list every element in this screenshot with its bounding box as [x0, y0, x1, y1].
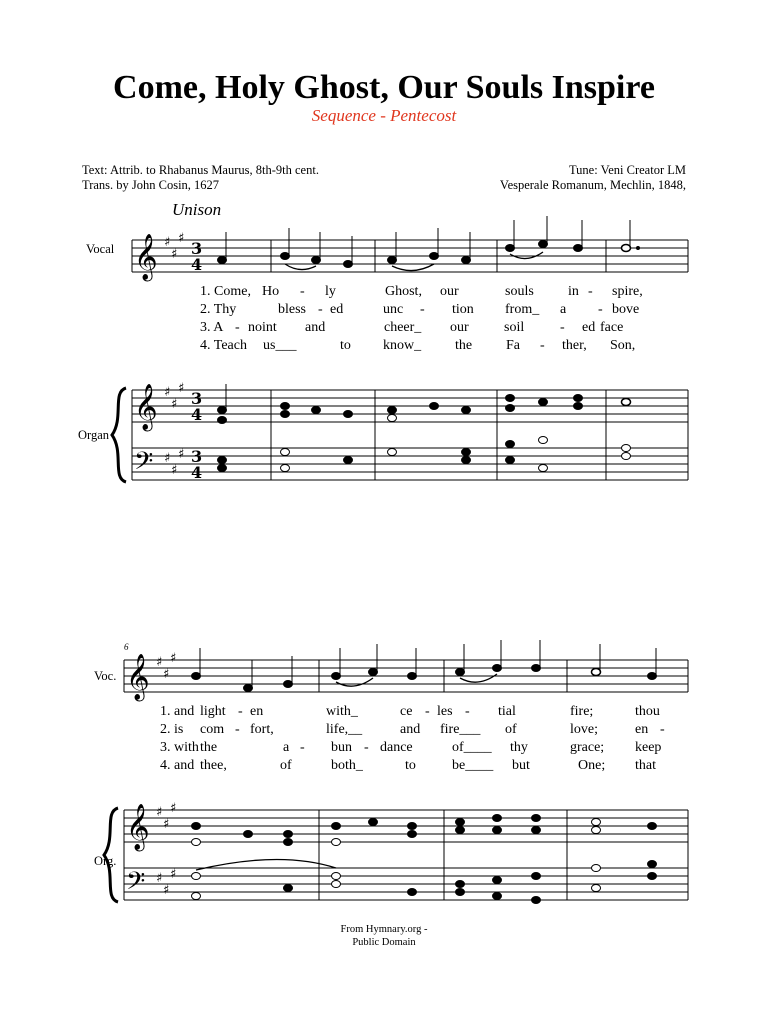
- lyric-syllable: tial: [498, 704, 516, 719]
- lyric-syllable: thee,: [200, 758, 227, 773]
- treble-clef-icon: 𝄞: [126, 654, 150, 700]
- svg-text:♯: ♯: [171, 463, 178, 478]
- vocal-notes-1: [218, 216, 640, 268]
- svg-text:♯: ♯: [163, 667, 170, 682]
- lyric-syllable: spire,: [612, 284, 643, 299]
- organ-notes-2: [192, 815, 657, 904]
- svg-text:♯: ♯: [156, 871, 163, 886]
- treble-clef-icon: 𝄞: [134, 384, 158, 430]
- lyric-syllable: the: [200, 740, 218, 755]
- time-signature-icon: [191, 239, 202, 482]
- lyric-syllable: thou: [635, 704, 660, 719]
- hymn-subtitle: Sequence - Pentecost: [311, 106, 457, 125]
- vocal-staff-label-2: Voc.: [94, 669, 117, 683]
- measure-number: 6: [124, 642, 129, 652]
- lyric-syllable: Ho: [262, 284, 280, 299]
- lyric-syllable: cheer_: [384, 320, 422, 335]
- lyric-syllable: with_: [326, 704, 358, 719]
- lyric-syllable: -: [425, 704, 430, 719]
- svg-text:♯: ♯: [163, 817, 170, 832]
- lyric-syllable: in: [568, 284, 579, 299]
- svg-text:♯: ♯: [178, 447, 185, 462]
- lyric-syllable: -: [364, 740, 369, 755]
- vocal-staff-2: [124, 660, 688, 692]
- performance-direction: Unison: [172, 200, 222, 219]
- lyric-syllable: souls: [505, 284, 534, 299]
- lyric-syllable: unc: [383, 302, 404, 317]
- vocal-staff-label: Vocal: [86, 242, 115, 256]
- lyric-syllable: -: [238, 704, 243, 719]
- lyric-syllable: noint: [248, 320, 277, 335]
- tune-credit-line-2: Vesperale Romanum, Mechlin, 1848,: [499, 178, 686, 192]
- svg-text:♯: ♯: [178, 231, 185, 246]
- lyric-syllable: en: [635, 722, 649, 737]
- footer-line-1: From Hymnary.org -: [340, 924, 428, 935]
- lyric-syllable: fire;: [570, 704, 594, 719]
- svg-text:3: 3: [191, 447, 203, 466]
- svg-text:♯: ♯: [170, 867, 177, 882]
- organ-brace-2: [104, 808, 118, 902]
- lyric-syllable: to: [340, 338, 351, 353]
- source-footer: [0, 923, 768, 949]
- lyric-syllable: en: [250, 704, 264, 719]
- svg-text:♯: ♯: [156, 655, 163, 670]
- lyric-syllable: -: [420, 302, 425, 317]
- lyric-syllable: life,__: [326, 722, 363, 737]
- lyric-syllable: of____: [452, 740, 492, 755]
- organ-bass-staff-1: [132, 390, 688, 480]
- lyric-syllable: 3. with: [160, 740, 199, 755]
- svg-text:3: 3: [191, 239, 203, 258]
- lyric-syllable: 1. and: [160, 704, 195, 719]
- svg-text:3: 3: [191, 389, 203, 408]
- svg-text:4: 4: [191, 405, 203, 424]
- lyric-syllable: 1. Come,: [200, 284, 251, 299]
- lyric-syllable: and: [400, 722, 421, 737]
- lyric-syllable: ce: [400, 704, 413, 719]
- lyric-syllable: keep: [635, 740, 662, 755]
- hymn-title: Come, Holy Ghost, Our Souls Inspire: [113, 69, 655, 106]
- lyric-syllable: -: [318, 302, 323, 317]
- lyric-syllable: One;: [578, 758, 606, 773]
- lyric-syllable: tion: [452, 302, 474, 317]
- lyric-syllable: Ghost,: [385, 284, 422, 299]
- key-signature-icon: [156, 651, 176, 898]
- lyric-syllable: -: [300, 740, 305, 755]
- svg-text:♯: ♯: [171, 247, 178, 262]
- lyric-syllable: com: [200, 722, 225, 737]
- lyric-syllable: -: [560, 320, 565, 335]
- tune-credit-line-1: Tune: Veni Creator LM: [568, 163, 686, 177]
- lyric-syllable: thy: [510, 740, 528, 755]
- lyric-syllable: 4. Teach: [200, 338, 247, 353]
- organ-brace-1: [112, 388, 126, 482]
- lyric-syllable: be____: [452, 758, 494, 773]
- lyric-syllable: love;: [570, 722, 598, 737]
- lyric-syllable: both_: [331, 758, 363, 773]
- lyric-syllable: ther,: [562, 338, 587, 353]
- organ-staff-label-2: Org.: [94, 854, 117, 868]
- bass-clef-icon: 𝄢: [134, 447, 154, 482]
- slur-marks: [285, 252, 543, 271]
- lyric-syllable: to: [405, 758, 416, 773]
- lyric-syllable: fort,: [250, 722, 274, 737]
- svg-text:♯: ♯: [164, 235, 171, 250]
- organ-notes-1: [218, 384, 631, 472]
- svg-text:4: 4: [191, 255, 203, 274]
- lyric-syllable: and: [305, 320, 326, 335]
- svg-text:♯: ♯: [170, 801, 177, 816]
- text-credit-line-2: Trans. by John Cosin, 1627: [82, 178, 220, 192]
- svg-text:♯: ♯: [164, 385, 171, 400]
- lyric-syllable: bove: [612, 302, 640, 317]
- svg-text:♯: ♯: [163, 883, 170, 898]
- lyric-syllable: 2. is: [160, 722, 184, 737]
- bass-clef-icon: 𝄢: [126, 867, 146, 902]
- svg-text:♯: ♯: [178, 381, 185, 396]
- svg-text:4: 4: [191, 463, 203, 482]
- treble-clef-icon: 𝄞: [126, 804, 150, 850]
- organ-treble-staff-1: [132, 390, 688, 422]
- lyric-syllable: of: [280, 758, 292, 773]
- lyric-syllable: of: [505, 722, 517, 737]
- lyric-syllable: that: [635, 758, 656, 773]
- lyric-syllable: bless: [278, 302, 306, 317]
- lyric-syllable: the: [455, 338, 473, 353]
- lyric-syllable: soil: [504, 320, 525, 335]
- lyric-syllable: -: [598, 302, 603, 317]
- lyric-syllable: our: [440, 284, 459, 299]
- svg-text:♯: ♯: [170, 651, 177, 666]
- lyric-syllable: but: [512, 758, 530, 773]
- lyric-syllable: -: [300, 284, 305, 299]
- lyric-syllable: -: [540, 338, 545, 353]
- organ-staff-label: Organ: [78, 428, 110, 442]
- lyric-syllable: 3. A: [200, 320, 224, 335]
- lyric-syllable: 4. and: [160, 758, 195, 773]
- svg-text:♯: ♯: [156, 805, 163, 820]
- footer-line-2: Public Domain: [352, 937, 416, 948]
- lyric-syllable: light: [200, 704, 226, 719]
- key-signature-icon: [164, 231, 184, 478]
- treble-clef-icon: 𝄞: [134, 234, 158, 280]
- lyric-syllable: fire___: [440, 722, 481, 737]
- lyric-syllable: -: [660, 722, 665, 737]
- lyric-syllable: face: [600, 320, 624, 335]
- lyric-syllable: Fa: [506, 338, 520, 353]
- lyric-syllable: -: [588, 284, 593, 299]
- lyric-syllable: ly: [325, 284, 336, 299]
- organ-bass-staff-2: [124, 810, 688, 900]
- svg-text:♯: ♯: [164, 451, 171, 466]
- lyric-syllable: our: [450, 320, 469, 335]
- organ-treble-staff-2: [124, 810, 688, 842]
- lyric-syllable: ed: [330, 302, 344, 317]
- svg-text:♯: ♯: [171, 397, 178, 412]
- lyric-syllable: bun: [331, 740, 352, 755]
- lyric-syllable: -: [235, 320, 240, 335]
- lyric-syllable: ed: [582, 320, 596, 335]
- lyric-syllable: 2. Thy: [200, 302, 237, 317]
- lyric-syllable: dance: [380, 740, 413, 755]
- vocal-staff-1: [132, 240, 688, 272]
- lyric-syllable: from_: [505, 302, 540, 317]
- lyric-syllable: know_: [383, 338, 422, 353]
- lyric-syllable: grace;: [570, 740, 605, 755]
- lyric-syllable: us___: [263, 338, 297, 353]
- lyric-syllable: les: [437, 704, 453, 719]
- lyric-syllable: -: [235, 722, 240, 737]
- lyric-syllable: a: [283, 740, 290, 755]
- lyric-syllable: Son,: [610, 338, 636, 353]
- text-credit-line-1: Text: Attrib. to Rhabanus Maurus, 8th-9th cent.: [82, 163, 319, 177]
- lyric-syllable: a: [560, 302, 567, 317]
- lyric-syllable: -: [465, 704, 470, 719]
